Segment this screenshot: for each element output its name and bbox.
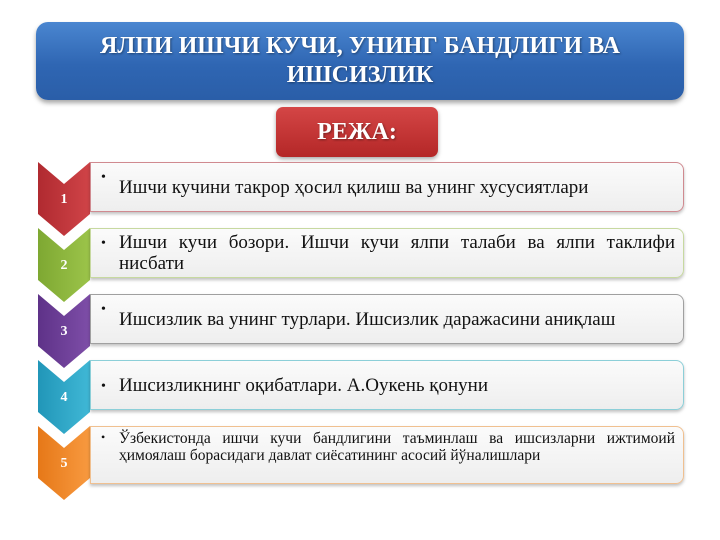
item-text-box: [90, 426, 684, 484]
item-text: Ўзбекистонда ишчи кучи бандлигини таъминлаш ва ишсизларни ижтимоий ҳимоялаш борасидаги давлат сиёсатининг асосий йўналишлари: [119, 430, 675, 464]
item-text: Ишсизлик ва унинг турлари. Ишсизлик даражасини аниқлаш: [119, 308, 616, 330]
item-number: 2: [60, 258, 68, 273]
plan-label-badge: [276, 107, 438, 157]
plan-label: РЕЖА:: [317, 118, 397, 145]
bullet-icon: •: [101, 430, 106, 444]
slide-title-banner: [36, 22, 684, 100]
bullet-icon: •: [101, 236, 106, 251]
item-number: 5: [60, 456, 68, 471]
item-number: 1: [60, 192, 68, 207]
slide-title: ЯЛПИ ИШЧИ КУЧИ, УНИНГ БАНДЛИГИ ВА ИШСИЗЛИК: [100, 33, 620, 88]
item-text: Ишчи кучи бозори. Ишчи кучи ялпи талаби ва ялпи таклифи нисбати: [119, 232, 675, 274]
item-text: Ишсизликнинг оқибатлари. А.Оукень қонуни: [119, 374, 489, 396]
item-number: 4: [60, 390, 68, 405]
bullet-icon: •: [101, 302, 106, 317]
item-text-box: [90, 360, 684, 410]
item-text: Ишчи кучини такрор ҳосил қилиш ва унинг хусусиятлари: [119, 176, 589, 198]
item-text-box: [90, 294, 684, 344]
item-text-box: [90, 228, 684, 278]
bullet-icon: •: [101, 379, 106, 394]
chevron-icon: [38, 426, 90, 504]
bullet-icon: •: [101, 170, 106, 185]
item-number: 3: [60, 324, 68, 339]
item-text-box: [90, 162, 684, 212]
